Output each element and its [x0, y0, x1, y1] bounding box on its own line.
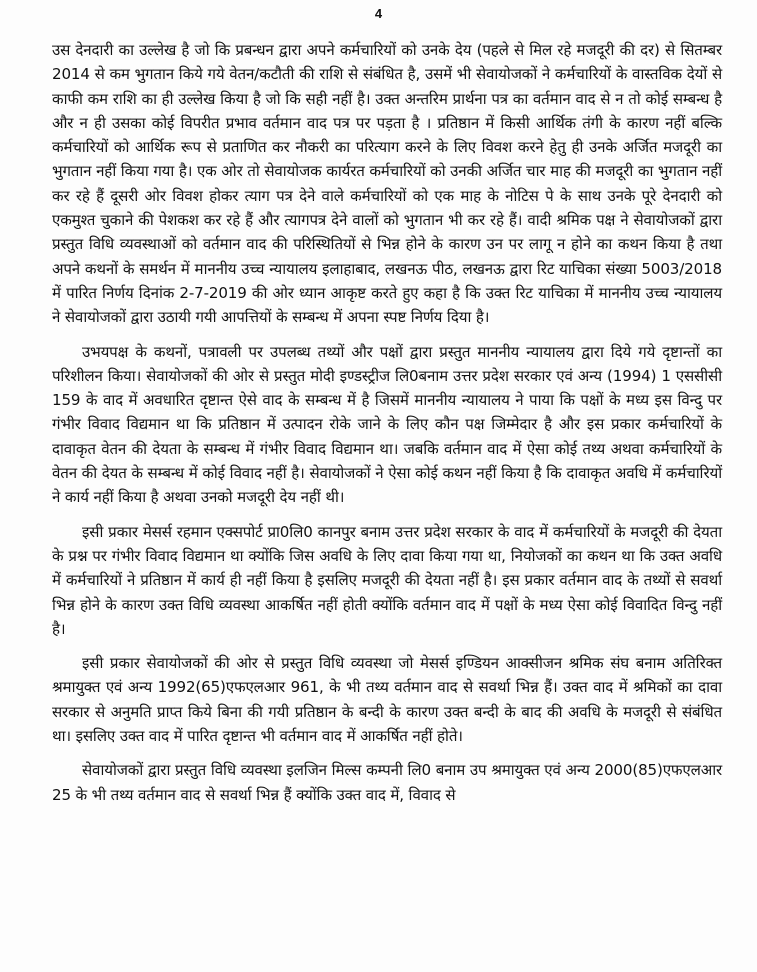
paragraph-4: इसी प्रकार सेवायोजकों की ओर से प्रस्तुत विधि व्यवस्था जो मेसर्स इण्डियन आक्सीजन श्रमिक संघ बनाम अतिरिक्त श्रमायुक्त एवं अन्य 1992(65)एफएलआर 961, के भी तथ्य वर्तमान वाद से सवर्था भिन्न हैं। उक्त वाद में श्रमिकों का दावा सरकार से अनुमति प्राप्त किये बिना की गयी प्रतिष्ठान के बन्दी के कारण उक्त बन्दी के बाद की अवधि के मजदूरी से संबंधित था। इसलिए उक्त वाद में पारित दृष्टान्त भी वर्तमान वाद में आकर्षित नहीं होते।	[52, 654, 722, 746]
page-number: 4	[374, 6, 383, 21]
document-body	[52, 38, 722, 817]
paragraph-2: उभयपक्ष के कथनों, पत्रावली पर उपलब्ध तथ्यों और पक्षों द्वारा प्रस्तुत माननीय न्यायालय द्वारा दिये गये दृष्टान्तों का परिशीलन किया। सेवायोजकों की ओर से प्रस्तुत मोदी इण्डस्ट्रीज लि0बनाम उत्तर प्रदेश सरकार एवं अन्य (1994) 1 एससीसी 159 के वाद में अवधारित दृष्टान्त ऐसे वाद के सम्बन्ध में है जिसमें माननीय न्यायालय ने पाया कि पक्षों के मध्य इस विन्दु पर गंभीर विवाद विद्यमान था कि प्रतिष्ठान में उत्पादन रोके जाने के लिए कौन पक्ष जिम्मेदार है और इस प्रकार कर्मचारियों के दावाकृत वेतन की देयता के सम्बन्ध में गंभीर विवाद विद्यमान था। जबकि वर्तमान वाद में ऐसा कोई तथ्य अथवा कर्मचारियों के वेतन की देयत के सम्बन्ध में कोई विवाद नहीं है। सेवायोजकों ने ऐसा कोई कथन नहीं किया है कि दावाकृत अवधि में कर्मचारियों ने कार्य नहीं किया है अथवा उनको मजदूरी देय नहीं थी।	[52, 342, 722, 507]
paragraph-1: उस देनदारी का उल्लेख है जो कि प्रबन्धन द्वारा अपने कर्मचारियों को उनके देय (पहले से मिल रहे मजदूरी की दर) से सितम्बर 2014 से कम भुगतान किये गये वेतन/कटौती की राशि से संबंधित है, उसमें भी सेवायोजकों ने कर्मचारियों के वास्तविक देयों से काफी कम राशि का ही उल्लेख किया है जो कि सही नहीं है। उक्त अन्तरिम प्रार्थना पत्र का वर्तमान वाद से न तो कोई सम्बन्ध है और न ही उसका कोई विपरीत प्रभाव वर्तमान वाद पत्र पर पड़ता है । प्रतिष्ठान में किसी आर्थिक तंगी के कारण नहीं बल्कि कर्मचारियों को आर्थिक रूप से प्रताणित कर नौकरी का परित्याग करने के लिए विवश करने हेतु ही उनके अर्जित मजदूरी का भुगतान नहीं किया गया है। एक ओर तो सेवायोजक कार्यरत कर्मचारियों को उनकी अर्जित चार माह की मजदूरी का भुगतान नहीं कर रहे हैं दूसरी ओर विवश होकर त्याग पत्र देने वाले कर्मचारियों को एक माह के नोटिस पे के साथ उनके पूरे देनदारी को एकमुश्त चुकाने की पेशकश कर रहे हैं और त्यागपत्र देने वालों को भुगतान भी कर रहे हैं। वादी श्रमिक पक्ष ने सेवायोजकों द्वारा प्रस्तुत विधि व्यवस्थाओं को वर्तमान वाद की परिस्थितियों से भिन्न होने के कारण उन पर लागू न होने का कथन किया है तथा अपने कथनों के समर्थन में माननीय उच्च न्यायालय इलाहाबाद, लखनऊ पीठ, लखनऊ द्वारा रिट याचिका संख्या 5003/2018 में पारित निर्णय दिनांक 2-7-2019 की ओर ध्यान आकृष्ट करते हुए कहा है कि उक्त रिट याचिका में माननीय उच्च न्यायालय ने सेवायोजकों द्वारा उठायी गयी आपत्तियों के सम्बन्ध में अपना स्पष्ट निर्णय दिया है।	[52, 41, 722, 327]
paragraph-5: सेवायोजकों द्वारा प्रस्तुत विधि व्यवस्था इलजिन मिल्स कम्पनी लि0 बनाम उप श्रमायुक्त एवं अन्य 2000(85)एफएलआर 25 के भी तथ्य वर्तमान वाद से सवर्था भिन्न हैं क्योंकि उक्त वाद में, विवाद से	[52, 761, 722, 804]
paragraph-3: इसी प्रकार मेसर्स रहमान एक्सपोर्ट प्रा0लि0 कानपुर बनाम उत्तर प्रदेश सरकार के वाद में कर्मचारियों के मजदूरी की देयता के प्रश्न पर गंभीर विवाद विद्यमान था क्योंकि जिस अवधि के लिए दावा किया गया था, नियोजकों का कथन था कि उक्त अवधि में कर्मचारियों ने प्रतिष्ठान में कार्य ही नहीं किया है इसलिए मजदूरी की देयता नहीं है। इस प्रकार वर्तमान वाद के तथ्यों से सवर्था भिन्न होने के कारण उक्त विधि व्यवस्था आकर्षित नहीं होती क्योंकि वर्तमान वाद में पक्षों के मध्य ऐसा कोई विवादित विन्दु नहीं है।	[52, 522, 722, 638]
